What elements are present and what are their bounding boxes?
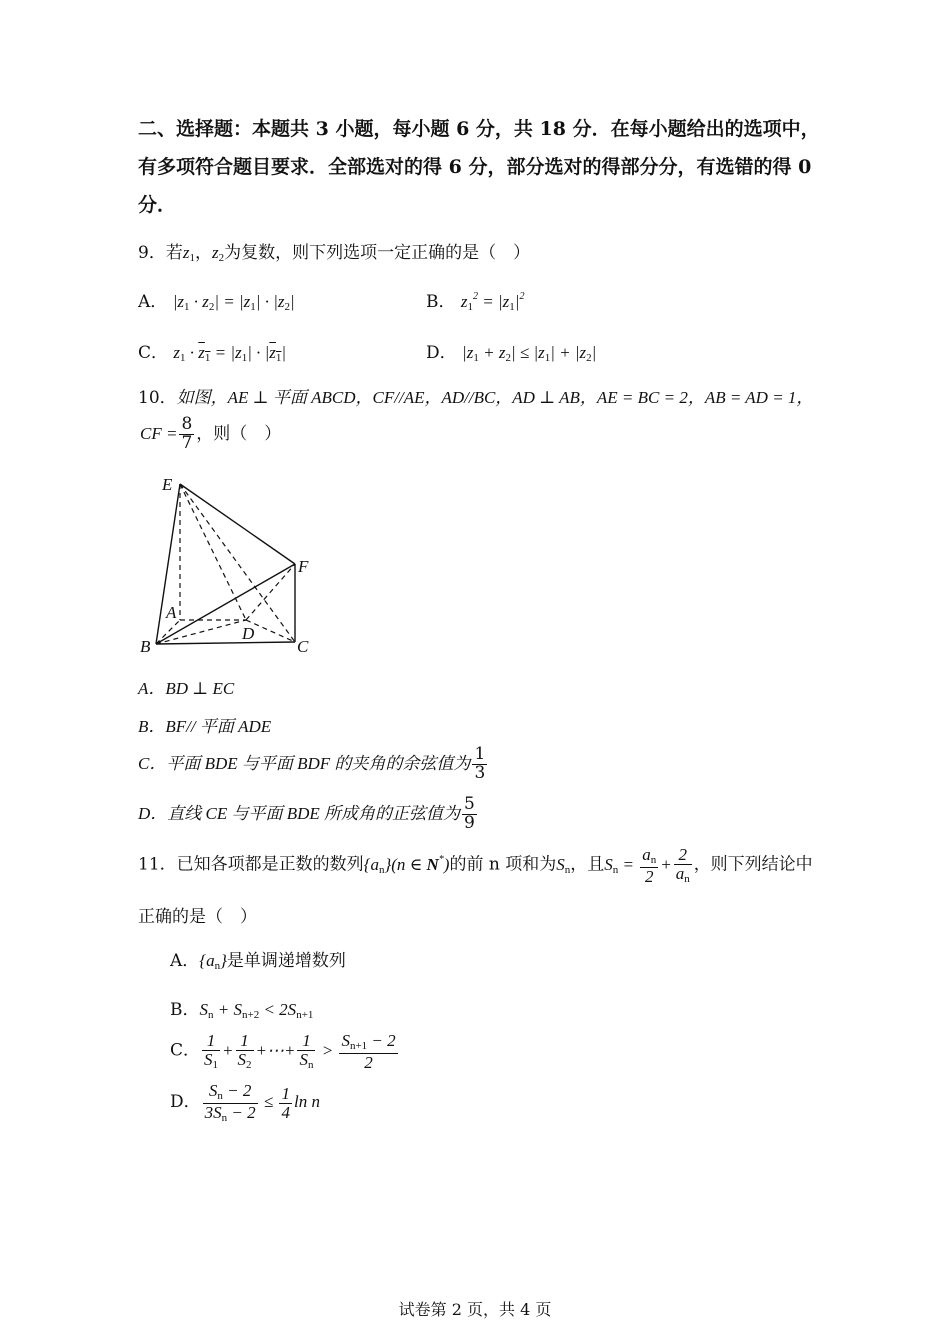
question-10-option-a: A．BD ⊥ EC [138, 679, 235, 698]
question-10-stem-line-2: CF = $\frac{8}{7}$ ，则（ ） [140, 414, 282, 453]
figure-label-e: E [162, 475, 173, 494]
section-line-3: 分． [138, 194, 177, 216]
question-9-number: 9． [138, 243, 166, 263]
fraction-option-d: $\frac{5}{9}$ [464, 794, 475, 833]
question-10-number: 10． [138, 388, 177, 408]
figure-label-d: D [242, 624, 255, 643]
math-option-a: $|z_1 \cdot z_2| = |z_1| \cdot |z_2|$ [172, 292, 295, 313]
math-option-b: $z_1^2 = |z_1|^2$ [460, 291, 525, 313]
math-z1: $z_1$ [182, 243, 195, 264]
question-11-stem-line-2: 正确的是（ ） [138, 907, 257, 927]
question-10-stem-line-1: 10．如图，AE ⊥ 平面 ABCD，CF//AE，AD//BC，AD ⊥ AB，AE = BC = 2，AB = AD = 1， [138, 388, 814, 408]
figure-label-a: A [166, 603, 177, 622]
question-11-stem-line-1: 11．已知各项都是正数的数列$\{a_n\}(n$ ∈ N*)的前 n 项和为$S_n$，且$S_n$ = $\frac{a_n}{2}$ + $\frac{2}{a_n}$ ，则下列结论中 [138, 845, 813, 886]
fraction-cf: $\frac{8}{7}$ [181, 414, 193, 453]
math-z2: $z_2$ [211, 243, 225, 264]
math-option-d: $|z_1 + z_2| \le |z_1| + |z_2|$ [462, 343, 597, 364]
question-11-option-c: C． $\frac{1}{S_1}$ + $\frac{1}{S_2}$ +⋯+ $\frac{1}{S_n}$ > $\frac{S_{n+1} - 2}{2}$ [170, 1032, 400, 1071]
math-sn-formula: $S_n$ = $\frac{a_n}{2}$ + $\frac{2}{a_n}$ [604, 845, 690, 886]
math-option-b-11: $S_n + S_{n+2} < 2S_{n+1}$ [199, 1000, 314, 1021]
question-10-option-b: B．BF// 平面 ADE [138, 717, 272, 736]
math-option-c-11: $\frac{1}{S_1}$ + $\frac{1}{S_2}$ +⋯+ $\frac{1}{S_n}$ > $\frac{S_{n+1} - 2}{2}$ [204, 1031, 396, 1072]
figure-label-f: F [298, 557, 309, 576]
page-footer: 试卷第 2 页，共 4 页 [398, 1300, 552, 1319]
fraction-option-c: $\frac{1}{3}$ [474, 744, 486, 783]
math-option-d-11: $\frac{S_n - 2}{3S_n - 2}$ ≤ $\frac{1}{4}$ ln n [204, 1081, 320, 1124]
question-11-option-b: B．$S_n + S_{n+2} < 2S_{n+1}$ [170, 1000, 314, 1021]
section-line-2: 有多项符合题目要求．全部选对的得 6 分，部分选对的得部分分，有选错的得 0 [138, 156, 812, 178]
question-10-option-c: C．平面 BDE 与平面 BDF 的夹角的余弦值为 $\frac{1}{3}$ [138, 744, 486, 783]
question-9-stem: 9．若$z_1$，$z_2$为复数，则下列选项一定正确的是（ ） [138, 243, 531, 264]
question-11-option-a: A．$\{a_n\}$是单调递增数列 [170, 951, 346, 972]
geometry-figure [138, 472, 328, 662]
figure-label-c: C [297, 637, 309, 656]
question-11-number: 11． [138, 854, 177, 875]
question-9-option-a: A． $|z_1 \cdot z_2| = |z_1| \cdot |z_2|$ [138, 292, 295, 313]
question-10-option-d: D．直线 CE 与平面 BDE 所成角的正弦值为 $\frac{5}{9}$ [138, 794, 475, 833]
math-sequence: $\{a_n\}(n$ ∈ N*) [363, 853, 450, 876]
question-11-option-d: D． $\frac{S_n - 2}{3S_n - 2}$ ≤ $\frac{1}{4}$ ln n [170, 1081, 320, 1124]
question-9-option-b: B． $z_1^2 = |z_1|^2$ [426, 291, 525, 313]
math-option-c: $z_1 \cdot z_1 = |z_1| \cdot |z_1|$ [173, 343, 287, 364]
figure-label-b: B [140, 637, 151, 656]
question-9-option-c: C． $z_1 \cdot z_1 = |z_1| \cdot |z_1|$ [138, 343, 287, 364]
section-line-1: 二、选择题：本题共 3 小题，每小题 6 分，共 18 分．在每小题给出的选项中， [138, 118, 820, 140]
question-9-option-d: D． $|z_1 + z_2| \le |z_1| + |z_2|$ [426, 343, 597, 364]
